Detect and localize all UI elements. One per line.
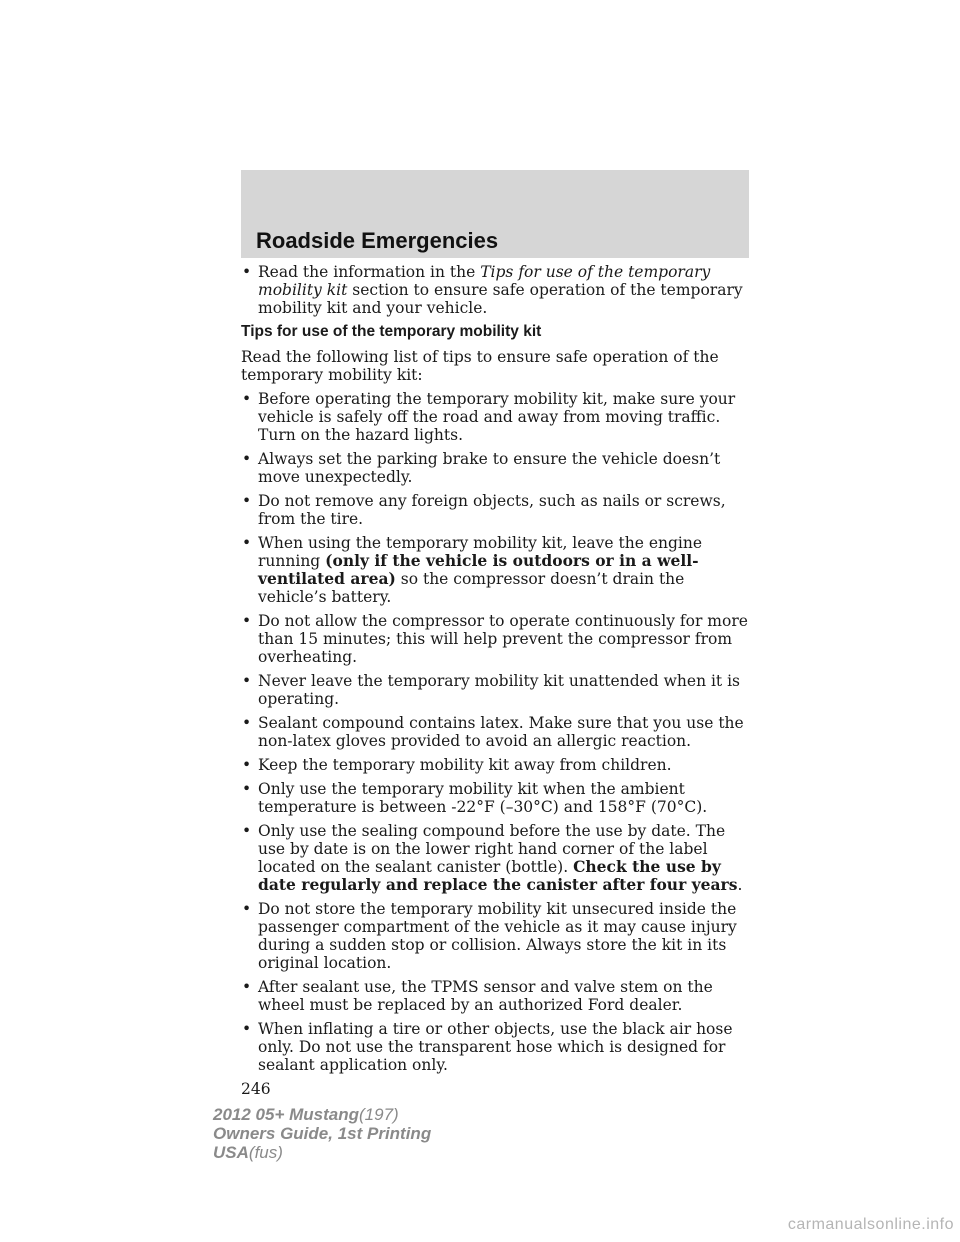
tip-text: Before operating the temporary mobility kit, make sure your vehicle is safely off the road and away from moving traffic. Turn on the hazard lights. bbox=[258, 390, 736, 444]
tip-text: Only use the temporary mobility kit when the ambient temperature is between -22°F (–30°C) and 158°F (70°C). bbox=[258, 780, 708, 816]
footer-model: 2012 05+ Mustang bbox=[213, 1105, 359, 1124]
bullet-icon: • bbox=[242, 822, 252, 840]
tip-text: so the compressor doesn’t drain the vehicle’s battery. bbox=[258, 570, 685, 606]
tip-text: Do not remove any foreign objects, such as nails or screws, from the tire. bbox=[258, 492, 726, 528]
list-item bbox=[241, 534, 751, 606]
list-item bbox=[241, 822, 751, 894]
tip-text: Sealant compound contains latex. Make sure that you use the non-latex gloves provided to avoid an allergic reaction. bbox=[258, 714, 744, 750]
tips-list bbox=[241, 390, 751, 1074]
bullet-icon: • bbox=[242, 756, 252, 774]
tip-text: Do not allow the compressor to operate continuously for more than 15 minutes; this will help prevent the compressor from overheating. bbox=[258, 612, 748, 666]
bullet-icon: • bbox=[242, 612, 252, 630]
list-item bbox=[241, 780, 751, 816]
bullet-icon: • bbox=[242, 390, 252, 408]
cross-reference-link[interactable]: Tips for use of the temporary mobility kit bbox=[258, 263, 711, 299]
tip-text: Always set the parking brake to ensure the vehicle doesn’t move unexpectedly. bbox=[258, 450, 721, 486]
tip-text: When using the temporary mobility kit, leave the engine running bbox=[258, 534, 703, 570]
intro-text-after: section to ensure safe operation of the temporary mobility kit and your vehicle. bbox=[258, 281, 743, 317]
tip-text: Never leave the temporary mobility kit unattended when it is operating. bbox=[258, 672, 740, 708]
print-footer bbox=[213, 1105, 431, 1162]
section-heading: Tips for use of the temporary mobility kit bbox=[241, 323, 542, 340]
footer-market-code: (fus) bbox=[248, 1143, 283, 1162]
bullet-icon: • bbox=[242, 672, 252, 690]
tip-text: Keep the temporary mobility kit away from children. bbox=[258, 756, 672, 774]
list-item bbox=[241, 263, 751, 317]
footer-line-model bbox=[213, 1105, 431, 1124]
bullet-icon: • bbox=[242, 263, 252, 281]
bullet-icon: • bbox=[242, 900, 252, 918]
tip-warning: (only if the vehicle is outdoors or in a well-ventilated area) bbox=[258, 551, 699, 588]
tip-text: After sealant use, the TPMS sensor and valve stem on the wheel must be replaced by an authorized Ford dealer. bbox=[258, 978, 713, 1014]
tip-text: . bbox=[737, 876, 743, 894]
bullet-icon: • bbox=[242, 450, 252, 468]
bullet-icon: • bbox=[242, 534, 252, 552]
list-item bbox=[241, 1020, 751, 1074]
list-item bbox=[241, 612, 751, 666]
intro-text-before: Read the information in the bbox=[258, 263, 481, 281]
list-item bbox=[241, 714, 751, 750]
list-item bbox=[241, 390, 751, 444]
list-item bbox=[241, 756, 751, 774]
site-watermark: carmanualsonline.info bbox=[787, 1216, 954, 1233]
bullet-icon: • bbox=[242, 780, 252, 798]
intro-list bbox=[241, 263, 751, 317]
bullet-icon: • bbox=[242, 1020, 252, 1038]
footer-market: USA bbox=[213, 1143, 249, 1162]
bullet-icon: • bbox=[242, 492, 252, 510]
page-content bbox=[241, 263, 751, 1098]
list-item bbox=[241, 450, 751, 486]
list-item bbox=[241, 492, 751, 528]
tip-text: When inflating a tire or other objects, use the black air hose only. Do not use the transparent hose which is designed for sealant application only. bbox=[258, 1020, 733, 1074]
tip-text: Do not store the temporary mobility kit unsecured inside the passenger compartment of the vehicle as it may cause injury during a sudden stop or collision. Always store the kit in its original location. bbox=[258, 900, 737, 972]
section-lead: Read the following list of tips to ensure safe operation of the temporary mobility kit: bbox=[241, 348, 719, 384]
bullet-icon: • bbox=[242, 978, 252, 996]
list-item bbox=[241, 900, 751, 972]
section-title: Roadside Emergencies bbox=[256, 228, 499, 253]
footer-model-code: (197) bbox=[359, 1105, 399, 1124]
page-number: 246 bbox=[241, 1080, 271, 1098]
tip-text: Only use the sealing compound before the use by date. The use by date is on the lower right hand corner of the label located on the sealant canister (bottle). bbox=[258, 822, 726, 876]
footer-edition: Owners Guide, 1st Printing bbox=[213, 1124, 432, 1143]
bullet-icon: • bbox=[242, 714, 252, 732]
footer-line-market bbox=[213, 1143, 431, 1162]
tip-warning: Check the use by date regularly and replace the canister after four years bbox=[258, 857, 738, 894]
list-item bbox=[241, 672, 751, 708]
list-item bbox=[241, 978, 751, 1014]
